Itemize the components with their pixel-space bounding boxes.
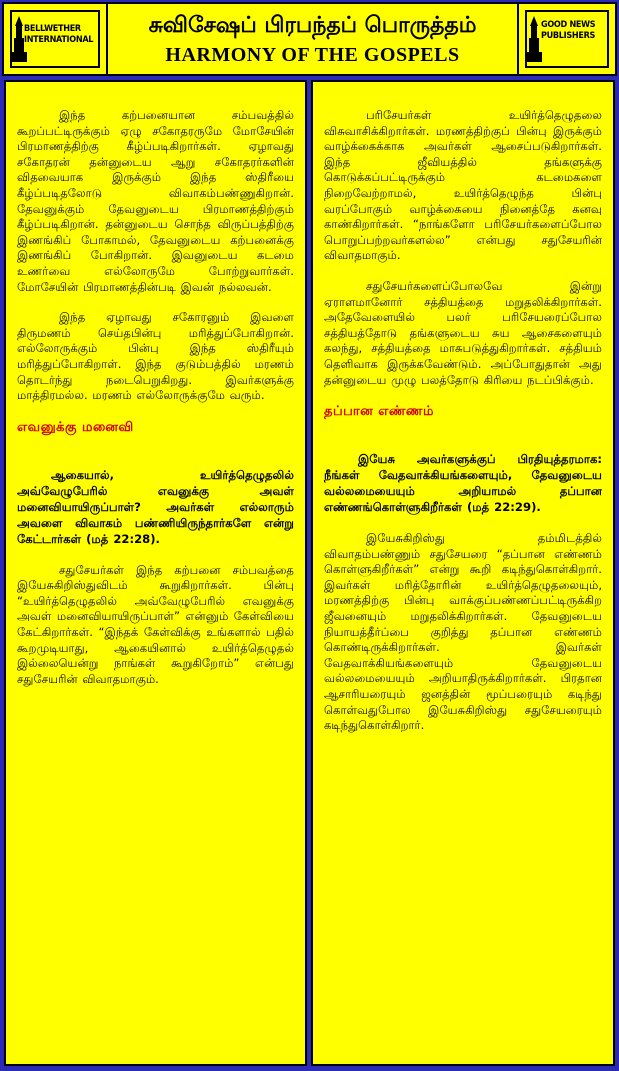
left-column — [4, 80, 307, 1066]
left-logo-text: BELLWETHER INTERNATIONAL — [24, 24, 94, 45]
right-column — [311, 80, 615, 1066]
paragraph: இயேசுகிறிஸ்து தம்மிடத்தில் விவாதம்பண்ணும் சதுசேயரை “தப்பான எண்ணம் கொள்ளுகிறீர்கள்” என்று கூறி கடிந்துகொள்கிறார். இவர்கள் மரித்தோரின் உயிர்த்தெழுதலையும், மரணத்திற்கு பின்பு வாக்குப்பண்ணப்பட்டிருக்கிற ஜீவனையும் மறுதலிக்கிறார்கள். தேவனுடைய நியாயத்தீர்ப்பை குறித்து தப்பான எண்ணம் கொண்டிருக்கிறார்கள். இவர்கள் வேதவாக்கியங்களையும் தேவனுடைய வல்லமையையும் அறியாதிருக்கிறார்கள். பிரதான ஆசாரியரையும் ஜனத்தின் மூப்பரையும் கடிந்து கொள்வதுபோல இயேசுகிறிஸ்து சதுசேயரையும் கடிந்துகொள்கிறார். — [324, 531, 602, 733]
section-heading: எவனுக்கு மனைவி — [17, 419, 134, 435]
paragraph: இந்த ஏழாவது சகோரனும் இவளை திருமணம் செய்தபின்பு மரித்துப்போகிறான். எல்லோருக்கும் பின்பு இந்த ஸ்திரீயும் மரித்துப்போகிறாள். இந்த குடும்பத்தில் மரணம் தொடர்ந்து நடைபெறுகிறது. இவர்களுக்கு மாத்திரமல்ல. மரணம் எல்லோருக்குமே வரும். — [17, 310, 294, 403]
scripture-quote: இயேசு அவர்களுக்குப் பிரதியுத்தரமாக: நீங்கள் வேதவாக்கியங்களையும், தேவனுடைய வல்லமையையும் அறியாமல் தப்பான எண்ணங்கொள்ளுகிறீர்கள் (மத் 22:29). — [324, 452, 602, 515]
scripture-quote: ஆகையால், உயிர்த்தெழுதலில் அவ்வேழுபேரில் எவனுக்கு அவள் மனைவியாயிருப்பாள்? அவர்கள் எல்லாரும் அவளை விவாகம் பண்ணியிருந்தார்களே என்று கேட்டார்கள் (மத் 22:28). — [17, 467, 294, 546]
header-banner — [2, 2, 617, 76]
good-news-logo — [517, 4, 615, 74]
title-block — [108, 4, 517, 74]
section-heading: தப்பான எண்ணம் — [324, 404, 434, 420]
paragraph: சதுசேயர்கள் இந்த கற்பனை சம்பவத்தை இயேசுகிறிஸ்துவிடம் கூறுகிறார்கள். பின்பு “உயிர்த்தெழுதலில் அவ்வேழுபேரில் எவனுக்கு அவள் மனைவியாயிருப்பாள்” என்னும் கேள்வியை கேட்கிறார்கள். “இந்தக் கேள்விக்கு உங்களால் பதில் கூறமுடியாது, ஆகையினால் உயிர்த்தெழுதல் இல்லையென்று நாங்கள் கூறுகிறோம்” என்பது சதுசேயரின் விவாதமாகும். — [17, 562, 294, 686]
paragraph: பரிசேயர்கள் உயிர்த்தெழுதலை விசுவாசிக்கிறார்கள். மரணத்திற்குப் பின்பு இருக்கும் வாழ்க்கைக்காக அவர்கள் ஆசைப்படுகிறார்கள். இந்த ஜீவியத்தில் தங்களுக்கு கொடுக்கப்பட்டிருக்கும் கடமைகளை நிறைவேற்றாமல், உயிர்த்தெழுந்த பின்பு வரப்போகும் வாழ்க்கையை நினைத்தே கனவு காண்கிறார்கள். “நாங்களோ பரிசேயர்களைப்போல பொறுப்பற்றவர்களல்ல” என்பது சதுசேயரின் விவாதமாகும். — [324, 108, 602, 263]
page-title-tamil: சுவிசேஷப் பிரபந்தப் பொருத்தம் — [148, 13, 477, 38]
right-logo-text: GOOD NEWS PUBLISHERS — [541, 20, 596, 41]
page-title-english: HARMONY OF THE GOSPELS — [165, 44, 460, 66]
bellwether-logo — [4, 4, 108, 74]
paragraph: இந்த கற்பனையான சம்பவத்தில் கூறப்பட்டிருக்கும் ஏழு சகோதரருமே மோசேயின் பிரமாணத்திற்கு கீழ்ப்படிகிறார்கள். ஏழாவது சகோதரன் தன்னுடைய ஆறு சகோதரர்களின் விதவையாக இருக்கும் இந்த ஸ்திரீயை கீழ்ப்படிதலோடு விவாகம்பண்ணுகிறான். தேவனுக்கும் தேவனுடைய பிரமாணத்திற்கும் கீழ்ப்படிகிறான். தன்னுடைய சொந்த விருப்பத்திற்கு இணங்கிப் போகாமல், தேவனுடைய கற்பனைக்கு இணங்கிப் போகிறான். இவனுடைய கடமை உணர்வை எல்லோருமே போற்றுவார்கள். மோசேயின் பிரமாணத்தின்படி இவன் நல்லவன். — [17, 108, 294, 294]
paragraph: சதுசேயர்களைப்போலவே இன்று ஏராளமானோர் சத்தியத்தை மறுதலிக்கிறார்கள். அதேவேளையில் பலர் பரிசேயரைப்போல சத்தியத்தோடு தங்களுடைய சுய ஆசைகளையும் கலந்து, சத்தியத்தை மாசுபடுத்துகிறார்கள். சத்தியம் தெளிவாக இருக்கவேண்டும். அப்போதுதான் அது தன்னுடைய முழு பலத்தோடு கிரியை நடப்பிக்கும். — [324, 278, 602, 387]
